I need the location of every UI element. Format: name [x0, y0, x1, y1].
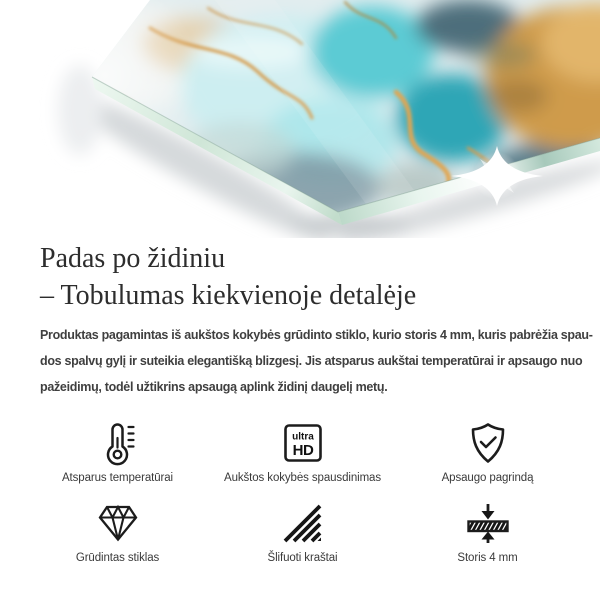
- feature-tempered-glass: [25, 500, 210, 564]
- feature-heat-resistant: [25, 420, 210, 484]
- svg-text:HD: HD: [292, 442, 313, 459]
- product-description: [40, 322, 600, 400]
- diamond-icon: [95, 500, 141, 546]
- description-line: Produktas pagamintas iš aukštos kokybės grūdinto stiklo, kurio storis 4 mm, kuris pabrėžia spau-: [40, 328, 593, 342]
- feature-ultra-hd-print: [210, 420, 395, 484]
- glass-panel-render: [0, 0, 600, 238]
- svg-text:ultra: ultra: [291, 431, 314, 443]
- feature-label: Storis 4 mm: [457, 552, 518, 564]
- feature-label: Aukštos kokybės spausdinimas: [224, 472, 381, 484]
- description-line: pažeidimų, todėl užtikrins apsaugą aplink židinį daugelį metų.: [40, 380, 388, 394]
- polished-edges-icon: [280, 500, 326, 546]
- thermometer-icon: [95, 420, 141, 466]
- feature-label: Šlifuoti kraštai: [267, 552, 338, 564]
- page-title-line1: Padas po židiniu: [40, 243, 226, 274]
- ultra-hd-icon: [280, 420, 326, 466]
- page-title-line2: – Tobulumas kiekvienoje detalėje: [40, 280, 417, 311]
- hero-product-image: [0, 0, 600, 238]
- feature-grid: [25, 420, 580, 564]
- feature-polished-edges: [210, 500, 395, 564]
- feature-label: Atsparus temperatūrai: [61, 472, 174, 484]
- feature-protects-base: [395, 420, 580, 484]
- thickness-compress-icon: [465, 500, 511, 546]
- feature-label: Grūdintas stiklas: [75, 552, 160, 564]
- shield-check-icon: [465, 420, 511, 466]
- feature-thickness: [395, 500, 580, 564]
- page-title: [40, 240, 600, 314]
- feature-label: Apsaugo pagrindą: [441, 472, 534, 484]
- description-line: dos spalvų gylį ir suteikia elegantišką blizgesį. Jis atsparus aukštai temperatūrai ir apsaugo nuo: [40, 354, 583, 368]
